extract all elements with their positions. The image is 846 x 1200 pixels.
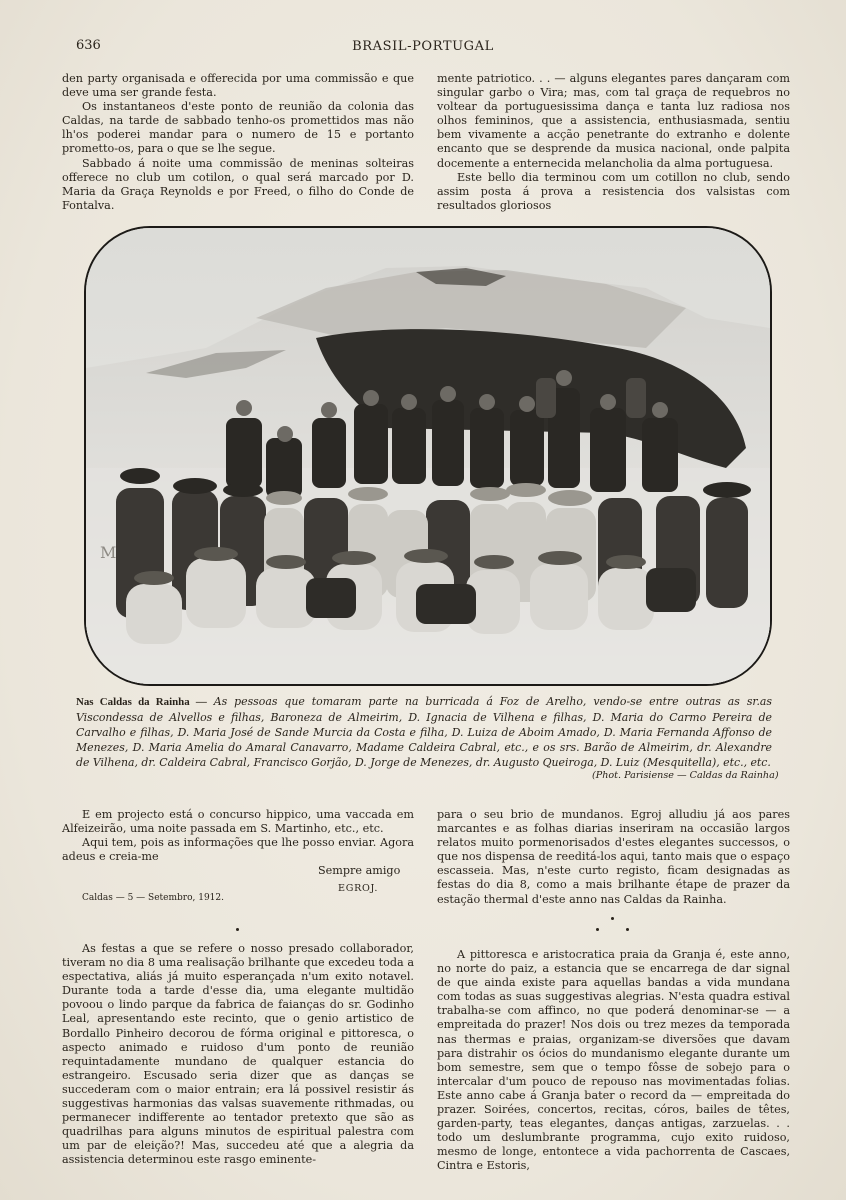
right-column-bottom <box>437 948 790 1174</box>
right-column-middle <box>437 808 790 907</box>
photographer-monogram: M <box>100 543 117 562</box>
paragraph: mente patriotico. . . — alguns elegantes pares dançaram com singular garbo o Vira; mas, com tal graça de requebros no voltear da portuguesissima dança e tanta luz radiosa nos olhos femininos, que a assistencia, enthusiasmada, sentiu bem vivamente a acção penetrante do extranho e dolente encanto que se desprende da musica nacional, onde palpita docemente a enternecida melancholia da alma portuguesa. <box>437 72 790 170</box>
page-number: 636 <box>76 38 101 53</box>
magazine-title: BRASIL-PORTUGAL <box>352 39 494 54</box>
paragraph: Sabbado á noite uma commissão de meninas solteiras offerece no club um cotilon, o qual será marcado por D. Maria da Graça Reynolds e por Freed, o filho do Conde de Fontalva. <box>62 156 414 212</box>
paragraph: Este bello dia terminou com um cotillon no club, sendo assim posta á prova a resistencia dos valsistas com resultados gloriosos <box>437 170 790 212</box>
caption-text: As pessoas que tomaram parte na burricada á Foz de Arelho, vendo-se entre outras as sr.as Viscondessa de Alvellos e filhas, Baroneza de Almeirim, D. Ignacia de Vilhena e filhas, D. Maria do Carmo Pereira de Carvalho e filhas, D. Maria José de Sande Murcia da Costa e filha, D. Luiza de Aboim Amado, D. Maria Fernanda Affonso de Menezes, D. Maria Amelia do Amaral Canavarro, Madame Caldeira Cabral, etc., e os srs. Barão de Almeirim, dr. Alexandre de Vilhena, dr. Caldeira Cabral, Francisco Gorjão, D. Jorge de Menezes, dr. Augusto Queiroga, D. Luiz (Mesquitella), etc., etc. <box>76 695 772 769</box>
paragraph: A pittoresca e aristocratica praia da Granja é, este anno, no norte do paiz, a estancia que se encarrega de dar signal de que ainda existe para aquellas bandas a vida mundana com todas as suas suggestivas alegrias. N'esta quadra estival trabalha-se com affinco, no que poderá denominar-se — a empreitada do prazer! Nos dois ou trez mezes da temporada nas thermas e praias, organizam-se diversões que davam para distrahir os ócios do mundanismo elegante durante um bom semestre, sem que o tempo fôsse de sobejo para o intercalar d'um pouco de repouso nas movimentadas folias. Este anno cabe á Granja bater o record da — empreitada do prazer. Soirées, concertos, recitas, córos, bailes de têtes, garden-party, teas elegantes, danças antigas, zarzuelas. . . todo um deslumbrante programma, cujo exito ruidoso, mesmo de longe, entontece a vida pachorrenta de Cascaes, Cintra e Estoris, <box>437 948 790 1173</box>
group-photograph <box>84 226 772 686</box>
paragraph: den party organisada e offerecida por uma commissão e que deve uma ser grande festa. <box>62 72 414 100</box>
right-column-top <box>437 72 790 213</box>
section-separator-dot <box>236 928 239 931</box>
group-photo-illustration <box>86 228 770 684</box>
paragraph: As festas a que se refere o nosso presado collaborador, tiveram no dia 8 uma realisação brilhante que excedeu toda a espectativa, aliás já muito esperançada n'um exito notavel. Durante toda a tarde d'esse dia, uma elegante multidão povoou o lindo parque da fabrica de faianças do sr. Godinho Leal, apresentando este recinto, que o genio artistico de Bordallo Pinheiro decorou de fórma original e pittoresca, o aspecto animado e ruidoso d'um ponto de reunião requintadamente mundano de qualquer estancia do estrangeiro. Escusado seria dizer que as danças se succederam com o maior entrain; era lá possivel resistir ás suggestivas harmonias das valsas suavemente rithmadas, ou permanecer indifferente ao tentador pretexto que são as quadrilhas para alguns minutos de espiritual palestra com um par de eleição?! Mas, succedeu até que a alegria da assistencia determinou este rasgo eminente- <box>62 942 414 1167</box>
paragraph: Aqui tem, pois as informações que lhe posso enviar. Agora adeus e creia-me <box>62 836 414 864</box>
author-signature: EGROJ. <box>338 883 379 894</box>
section-separator-dot <box>626 928 629 931</box>
caption-lead: Nas Caldas da Rainha — <box>76 696 207 708</box>
left-column-middle <box>62 808 414 864</box>
photo-credit: (Phot. Parisiense — Caldas da Rainha) <box>592 770 779 781</box>
left-column-bottom <box>62 942 414 1168</box>
section-separator-dot <box>611 917 614 920</box>
paragraph: E em projecto está o concurso hippico, uma vaccada em Alfeizeirão, uma noite passada em S. Martinho, etc., etc. <box>62 808 414 836</box>
section-separator-dot <box>596 928 599 931</box>
paragraph: para o seu brio de mundanos. Egroj alludiu já aos pares marcantes e as folhas diarias inseriram na occasião largos relatos muito pormenorisados d'estes elegantes successos, o que nos dispensa de reeditá-los aqui, tanto mais que o espaço escasseia. Mas, n'este curto registo, ficam designadas as festas do dia 8, como a mais brilhante étape de prazer da estação thermal d'este anno nas Caldas da Rainha. <box>437 808 790 906</box>
photo-caption <box>76 694 772 770</box>
left-column-top <box>62 72 414 213</box>
paragraph: Os instantaneos d'este ponto de reunião da colonia das Caldas, na tarde de sabbado tenho-os promettidos mas não lh'os poderei mandar para o numero de 15 e portanto prometto-os, para o que se lhe segue. <box>62 100 414 156</box>
dateline: Caldas — 5 — Setembro, 1912. <box>82 893 224 903</box>
closing-line: Sempre amigo <box>318 864 401 877</box>
